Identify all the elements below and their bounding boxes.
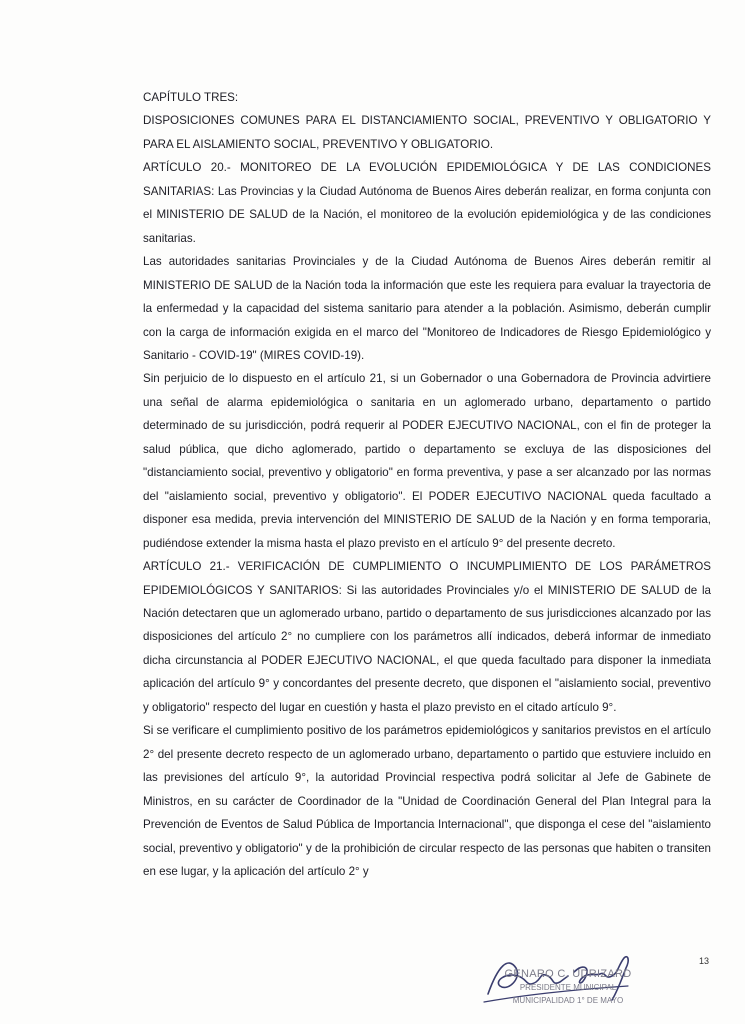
article-21-paragraph-2: Si se verificare el cumplimiento positivo de los parámetros epidemiológicos y sanitarios previstos en el artículo 2° del presente decreto respecto de un aglomerado urbano, departamento o partido que estuviere incluido en las previsiones del artículo 9°, la autoridad Provincial respectiva podrá solicitar al Jefe de Gabinete de Ministros, en su carácter de Coordinador de la "Unidad de Coordinación General del Plan Integral para la Prevención de Eventos de Salud Pública de Importancia Internacional", que disponga el cese del "aislamiento social, preventivo y obligatorio" y de la prohibición de circular respecto de las personas que habiten o transiten en ese lugar, y la aplicación del artículo 2° y	[143, 724, 711, 878]
chapter-heading: CAPÍTULO TRES:	[143, 91, 239, 104]
stamp-place: MUNICIPALIDAD 1° DE MAYO	[512, 996, 624, 1005]
stamp-title: PRESIDENTE MUNICIPAL	[519, 983, 617, 992]
official-stamp	[488, 968, 648, 1007]
stamp-name: GENARO C. UDRIZARD	[504, 968, 632, 980]
page-number: 13	[699, 956, 710, 966]
article-21-paragraph: ARTÍCULO 21.- VERIFICACIÓN DE CUMPLIMIENTO O INCUMPLIMIENTO DE LOS PARÁMETROS EPIDEMIOLÓGICOS Y SANITARIOS: Si las autoridades Provinciales y/o el MINISTERIO DE SALUD de la Nación detectaren que un aglomerado urbano, partido o departamento de sus jurisdicciones alcanzado por las disposiciones del artículo 2° no cumpliere con los parámetros allí indicados, deberá informar de inmediato dicha circunstancia al PODER EJECUTIVO NACIONAL, el que queda facultado para disponer la inmediata aplicación del artículo 9° y concordantes del presente decreto, que disponen el "aislamiento social, preventivo y obligatorio" respecto del lugar en cuestión y hasta el plazo previsto en el citado artículo 9°.	[143, 560, 711, 714]
chapter-subheading: DISPOSICIONES COMUNES PARA EL DISTANCIAMIENTO SOCIAL, PREVENTIVO Y OBLIGATORIO Y PARA EL AISLAMIENTO SOCIAL, PREVENTIVO Y OBLIGATORIO.	[143, 114, 711, 151]
article-20-paragraph: ARTÍCULO 20.- MONITOREO DE LA EVOLUCIÓN EPIDEMIOLÓGICA Y DE LAS CONDICIONES SANITARIAS: Las Provincias y la Ciudad Autónoma de Buenos Aires deberán realizar, en forma conjunta con el MINISTERIO DE SALUD de la Nación, el monitoreo de la evolución epidemiológica y de las condiciones sanitarias.	[143, 161, 711, 245]
article-20-paragraph-3: Sin perjuicio de lo dispuesto en el artículo 21, si un Gobernador o una Gobernadora de Provincia advirtiere una señal de alarma epidemiológica o sanitaria en un aglomerado urbano, departamento o partido determinado de su jurisdicción, podrá requerir al PODER EJECUTIVO NACIONAL, con el fin de proteger la salud pública, que dicho aglomerado, partido o departamento se excluya de las disposiciones del "distanciamiento social, preventivo y obligatorio" en forma preventiva, y pase a ser alcanzado por las normas del "aislamiento social, preventivo y obligatorio". El PODER EJECUTIVO NACIONAL queda facultado a disponer esa medida, previa intervención del MINISTERIO DE SALUD de la Nación y en forma temporaria, pudiéndose extender la misma hasta el plazo previsto en el artículo 9° del presente decreto.	[143, 372, 711, 550]
document-body	[143, 86, 711, 883]
article-20-paragraph-2: Las autoridades sanitarias Provinciales y de la Ciudad Autónoma de Buenos Aires deberán remitir al MINISTERIO DE SALUD de la Nación toda la información que este les requiera para evaluar la trayectoria de la enfermedad y la capacidad del sistema sanitario para atender a la población. Asimismo, deberán cumplir con la carga de información exigida en el marco del "Monitoreo de Indicadores de Riesgo Epidemiológico y Sanitario - COVID-19" (MIRES COVID-19).	[143, 255, 711, 362]
